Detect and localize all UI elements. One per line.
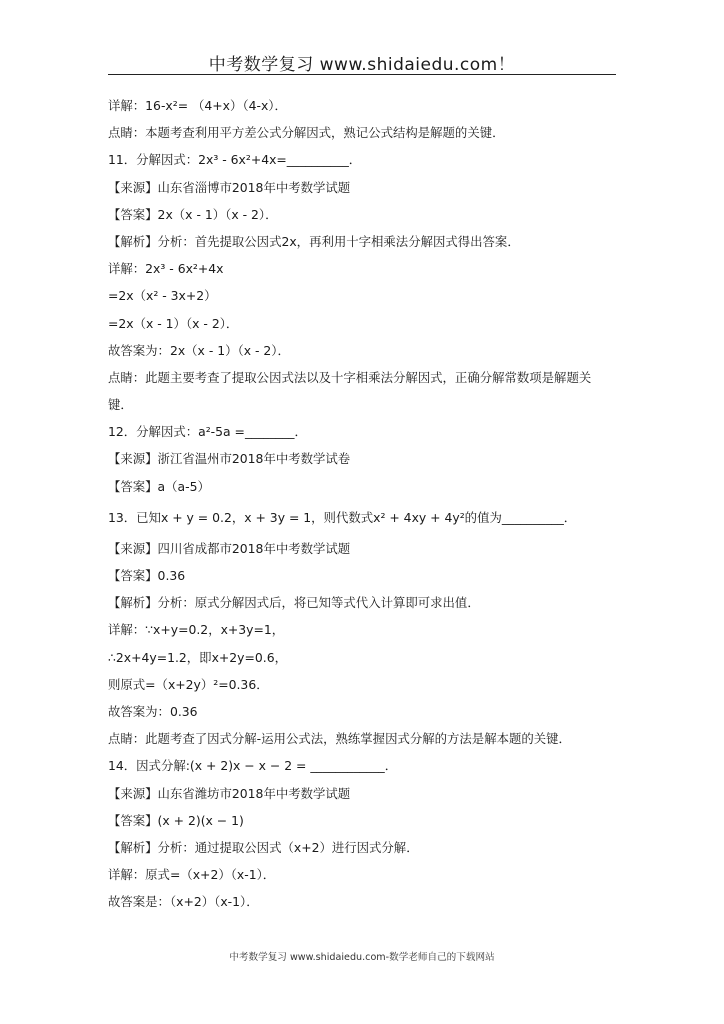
- text-line: 详解：原式=（x+2）（x-1）．: [108, 867, 276, 883]
- header-divider: [108, 74, 616, 75]
- answer-line: 【答案】(x + 2)(x − 1): [108, 812, 244, 828]
- question-14: 14．因式分解:(x + 2)x − x − 2 = ____________．: [108, 758, 398, 774]
- question-11: 11．分解因式：2x³ - 6x²+4x=__________．: [108, 152, 362, 168]
- text-line: =2x（x - 1）（x - 2）．: [108, 315, 239, 331]
- answer-line: 【答案】0.36: [108, 568, 186, 583]
- document-body: [108, 92, 628, 915]
- text-line: 故答案为：0.36: [108, 703, 198, 719]
- source-line: 【来源】山东省潍坊市2018年中考数学试题: [108, 785, 351, 801]
- text-line: =2x（x² - 3x+2）: [108, 288, 217, 304]
- page-footer: 中考数学复习 www.shidaiedu.com-数学老师自己的下载网站: [229, 952, 495, 963]
- text-line: 故答案为：2x（x - 1）（x - 2）．: [108, 342, 290, 358]
- text-line: 点睛：此题考查了因式分解-运用公式法，熟练掌握因式分解的方法是解本题的关键．: [108, 731, 571, 747]
- text-line: 点睛：本题考查利用平方差公式分解因式，熟记公式结构是解题的关键．: [108, 125, 505, 141]
- question-13: 13．已知x + y = 0.2，x + 3y = 1，则代数式x² + 4xy + 4y²的值为__________．: [108, 509, 577, 525]
- text-line: 详解：16-x²= （4+x）（4-x）．: [108, 98, 287, 113]
- analysis-line: 【解析】分析：首先提取公因式2x，再利用十字相乘法分解因式得出答案．: [108, 233, 520, 249]
- answer-line: 【答案】2x（x - 1）（x - 2）．: [108, 206, 278, 222]
- analysis-line: 【解析】分析：通过提取公因式（x+2）进行因式分解．: [108, 839, 419, 855]
- text-line: 故答案是：（x+2）（x-1）．: [108, 894, 259, 910]
- source-line: 【来源】浙江省温州市2018年中考数学试卷: [108, 451, 351, 467]
- question-12: 12．分解因式：a²-5a =________．: [108, 424, 307, 440]
- source-line: 【来源】四川省成都市2018年中考数学试题: [108, 540, 351, 556]
- text-line: 详解：2x³ - 6x²+4x: [108, 261, 224, 277]
- text-line: ∴2x+4y=1.2，即x+2y=0.6，: [108, 649, 287, 665]
- source-line: 【来源】山东省淄博市2018年中考数学试题: [108, 179, 351, 195]
- answer-line: 【答案】a（a-5）: [108, 478, 210, 494]
- text-line: 键．: [108, 397, 133, 413]
- analysis-line: 【解析】分析：原式分解因式后，将已知等式代入计算即可求出值．: [108, 595, 480, 611]
- text-line: 则原式=（x+2y）²=0.36．: [108, 676, 269, 692]
- text-line: 点睛：此题主要考查了提取公因式法以及十字相乘法分解因式，正确分解常数项是解题关: [108, 369, 592, 385]
- text-line: 详解：∵x+y=0.2，x+3y=1，: [108, 622, 285, 638]
- page-header-title: 中考数学复习 www.shidaiedu.com！: [208, 55, 516, 75]
